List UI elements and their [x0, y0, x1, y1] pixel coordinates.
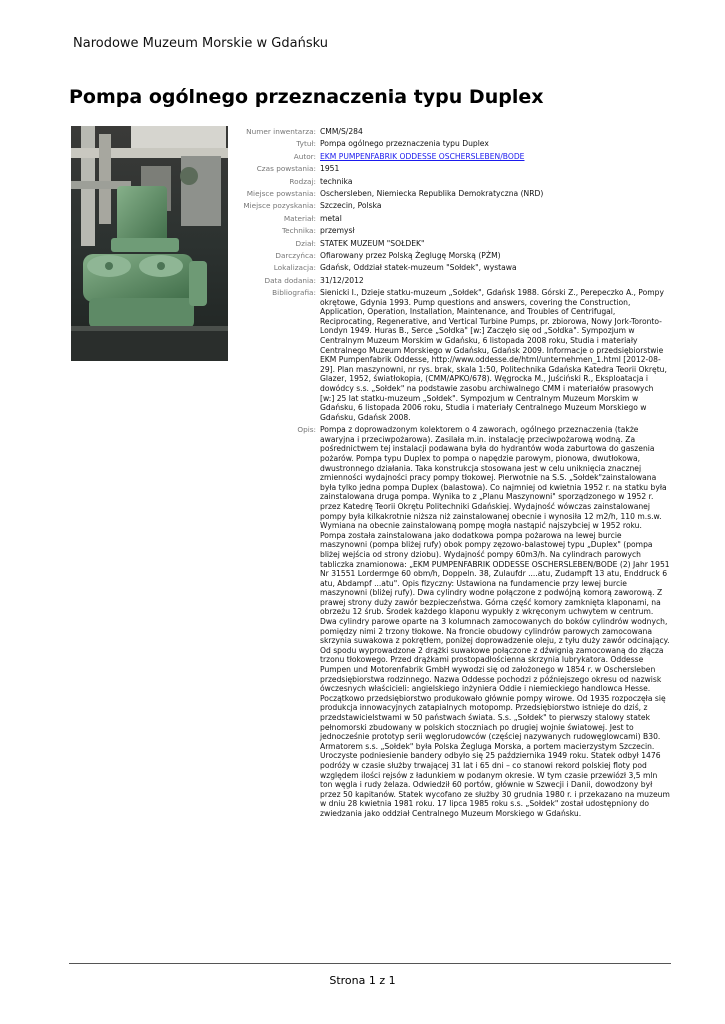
field-label: Numer inwentarza: — [246, 127, 316, 136]
field-material — [230, 214, 670, 224]
field-value: CMM/S/284 — [320, 127, 363, 136]
author-link[interactable]: EKM PUMPENFABRIK ODDESSE OSCHERSLEBEN/BODE — [320, 151, 525, 161]
field-label: Tytuł: — [296, 139, 316, 149]
field-value: 31/12/2012 — [320, 275, 364, 285]
field-label: Rodzaj: — [289, 176, 316, 186]
field-inventory-number — [230, 127, 670, 137]
field-value: 1951 — [320, 164, 340, 174]
field-label: Miejsce pozyskania: — [243, 201, 316, 211]
field-value: Pompa z doprowadzonym kolektorem o 4 zaworach, ogólnego przeznaczenia (także awaryjna i przeciwpożarowa). Zasilała m.in. instalację przeciwpożarową wodną. Za pośrednictwem tej instalacji podawana była do hydrantów woda zaburtowa do gaszenia pożarów. Pompa typu Duplex to pompa o napędzie parowym, pionowa, dwutłokowa, dwustronnego działania. Taka konstrukcja stosowana jest w celu uniknięcia znacznej zmienności wydajności pracy pompy tłokowej. Pierwotnie na S.S. „Sołdek"zainstalowana była tylko jedna pompa Duplex (balastowa). Co najmniej od kwietnia 1952 r. na statku była zainstalowana druga pompa. Wynika to z „Planu Maszynowni" sporządzonego w 1952 r. przez Katedrę Teorii Okrętu Politechniki Gdańskiej. Wydajność wówczas zainstalowanej pompy była kilkakrotnie niższa niż zainstalowanej obecnie i wynosiła 12 m2/h, 110 m.s.w. Wymiana na obecnie zainstalowaną pompę mogła nastąpić najszybciej w 1952 roku. Pompa została zainstalowana jako dodatkowa pompa pożarowa na lewej burcie maszynowni (pompa bliżej rufy) obok pompy zęzowo-balastowej typu „Duplex" (pompa bliżej wejścia od strony dziobu). Wydajność pompy 60m3/h. Na cylindrach parowych tabliczka znamionowa: „EKM PUMPENFABRIK ODDESSE OSCHERSLEBEN/BODE (2) Jahr 1951 Nr 31551 Lordermge 60 obm/h, Doppeln. 38, Zulaufdr ....atu, Zudampft 13 atu, Enddruck 6 atu, Abdampf ...atu". Opis fizyczny: Ustawiona na fundamencie przy lewej burcie maszynowni (bliżej rufy). Dwa cylindry wodne połączone z podwójną komorą zaworową. Z prawej strony duży zawór bezpieczeństwa. Górna część komory zamknięta klaponami, na obrzeżu 12 śrub. Środek każdego klaponu wypukły z wkręconym uchwytem w centrum. Dwa cylindry parowe oparte na 3 kolumnach zamocowanych do boków cylindrów wodnych, pomiędzy nimi 2 trzony tłokowe. Na froncie obudowy cylindrów parowych zamocowana skrzynia suwakowa z pokrętłem, poniżej doprowadzenie oleju, z tyłu duży zawór odcinający. Od spodu wyprowadzone 2 drążki suwakowe połączone z dźwignią zamocowaną do złącza trzonu tłokowego. Przed drążkami prostopadłościenna skrzynia lubrykatora. Oddesse Pumpen und Motorenfabrik GmbH wywodzi się od założonego w 1854 r. w Oschersleben przedsiębiorstwa rodzinnego. Nazwa Oddesse pochodzi z późniejszego okresu od nazwisk ówczesnych właścicieli: angielskiego inżyniera Oddie i niemieckiego handlowca Hesse. Początkowo przedsiębiorstwo produkowało głównie pompy wirowe. Od 1935 rozpoczęła się produkcja innowacyjnych zatapialnych motopomp. Przedsiębiorstwo istnieje do dziś, z przedstawicielstwami w 50 państwach świata. S.s. „Sołdek" to pierwszy stalowy statek pełnomorski zbudowany w polskich stoczniach po drugiej wojnie światowej. Jest to jednocześnie prototyp serii węglorudowców (częściej nazywanych rudowęglowcami) B30. Armatorem s.s. „Sołdek" była Polska Żegluga Morska, a portem macierzystym Szczecin. Uroczyste podniesienie bandery odbyło się 25 października 1949 roku. Statek odbył 1476 podróży w czasie służby trwającej 31 lat i 65 dni – co stanowi rekord polskiej floty pod względem ilości rejsów z ładunkiem w podanym okresie. W tym czasie przewiózł 3,5 mln ton węgla i rudy żelaza. Odwiedził 60 portów, głównie w Szwecji i Danii, dowodzony był przez 50 kapitanów. Statek wycofano ze służby 30 grudnia 1980 r. i przekazano na muzeum w dniu 28 kwietnia 1981 roku. 17 lipca 1985 roku s.s. „Sołdek" został udostępniony do zwiedzania jako oddział Centralnego Muzeum Morskiego w Gdańsku. — [320, 425, 670, 818]
field-label: Materiał: — [283, 213, 316, 223]
object-photo — [71, 126, 228, 361]
field-label: Autor: — [293, 151, 316, 161]
field-label: Miejsce powstania: — [246, 188, 316, 198]
field-title — [230, 139, 670, 149]
field-label: Lokalizacja: — [273, 263, 316, 273]
field-value: przemysł — [320, 226, 355, 236]
pump-photo-image — [71, 126, 228, 361]
field-technique — [230, 226, 670, 236]
field-label: Czas powstania: — [256, 164, 316, 174]
field-label: Data dodania: — [264, 275, 316, 285]
field-value: STATEK MUZEUM "SOŁDEK" — [320, 238, 425, 248]
field-value: Oschersleben, Niemiecka Republika Demokratyczna (NRD) — [320, 188, 544, 198]
field-label: Dział: — [295, 238, 316, 248]
field-bibliography — [230, 288, 670, 422]
field-department — [230, 239, 670, 249]
field-label: Darczyńca: — [275, 250, 316, 260]
field-location — [230, 263, 670, 273]
field-value: Szczecin, Polska — [320, 201, 382, 211]
field-place-of-acquisition — [230, 201, 670, 211]
field-author — [230, 152, 670, 162]
metadata-table — [230, 127, 670, 821]
field-value: metal — [320, 213, 342, 223]
field-label: Bibliografia: — [272, 288, 316, 298]
field-place-of-creation — [230, 189, 670, 199]
field-creation-time — [230, 164, 670, 174]
field-value: technika — [320, 176, 353, 186]
field-date-added — [230, 276, 670, 286]
page-number: Strona 1 z 1 — [329, 974, 396, 987]
field-value: Pompa ogólnego przeznaczenia typu Duplex — [320, 139, 489, 149]
field-value: Sienicki I., Dzieje statku-muzeum „Sołdek", Gdańsk 1988. Górski Z., Perepeczko A., Pompy okrętowe, Gdynia 1993. Pump questions and answers, covering the Construction, Application, Operation, Installation, Maintenance, and Troubles of Centrifugal, Reciprocating, Regenerative, and Vertical Turbine Pumps, pr. zbiorowa, Nowy Jork-Toronto-Londyn 1949. Huras B., Serce „Sołdka" [w:] Zaczęło się od „Sołdka". Sympozjum w Centralnym Muzeum Morskim w Gdańsku, 6 listopada 2008 roku, Studia i materiały Centralnego Muzeum Morskiego w Gdańsku, Gdańsk 2009. Informacje o przedsiębiorstwie EKM Pumpenfabrik Oddesse, http://www.oddesse.de/html/unternehmen_1.html [2012-08-29]. Plan maszynowni, nr rys. brak, skala 1:50, Politechnika Gdańska Katedra Teorii Okrętu, Glazer, 1952, światłokopia, (CMM/APKO/678). Węgrocka M., Juściński R., Eksploatacja i dowódcy s.s. „Sołdek" na podstawie zasobu archiwalnego CMM i materiałów prasowych [w:] 25 lat statku-muzeum „Sołdek". Sympozjum w Centralnym Muzeum Morskim w Gdańsku, 6 listopada 2006 roku, Studia i materiały Centralnego Muzeum Morskiego w Gdańsku, Gdańsk 2008. — [320, 288, 667, 422]
field-type — [230, 177, 670, 187]
field-label: Technika: — [281, 226, 316, 236]
museum-name: Narodowe Muzeum Morskie w Gdańsku — [73, 36, 328, 51]
page-title: Pompa ogólnego przeznaczenia typu Duplex — [69, 86, 544, 108]
footer-divider — [69, 963, 671, 964]
field-value: Gdańsk, Oddział statek-muzeum "Sołdek", wystawa — [320, 263, 517, 273]
field-description — [230, 425, 670, 818]
field-donor — [230, 251, 670, 261]
field-value: Ofiarowany przez Polską Żeglugę Morską (PŻM) — [320, 250, 501, 260]
field-label: Opis: — [297, 425, 316, 435]
